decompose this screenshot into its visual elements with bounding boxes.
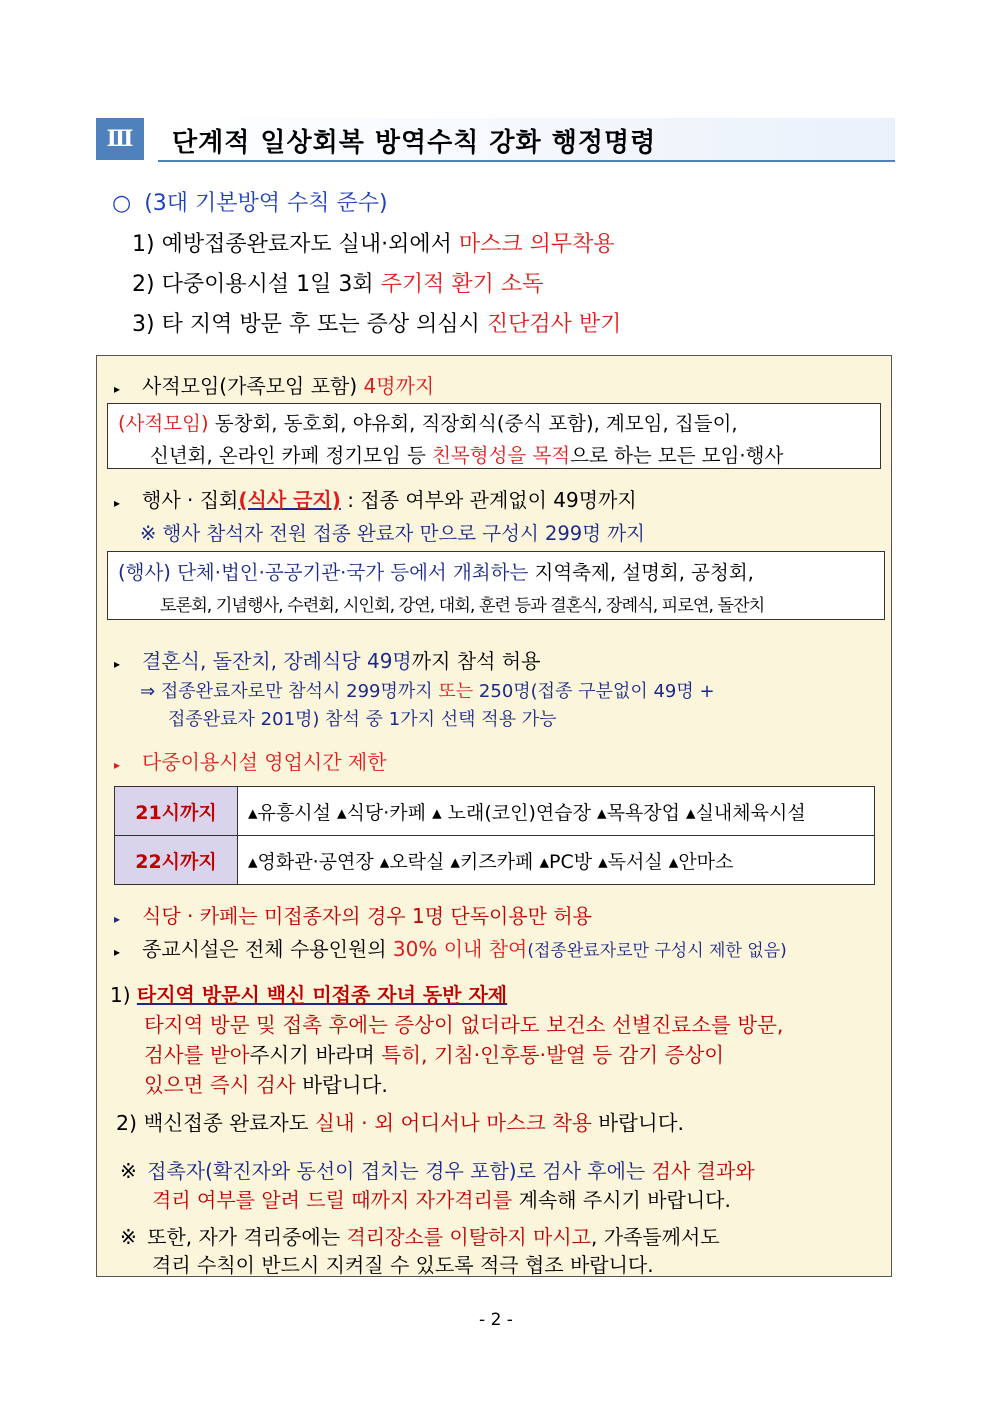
- facility: 유흥시설: [257, 801, 331, 824]
- rule-text: 예방접종완료자도 실내·외에서: [161, 232, 459, 257]
- event-detail-text: 지역축제, 설명회, 공청회,: [528, 561, 754, 584]
- event-detail-line1: [118, 557, 754, 585]
- event-note: ※ 행사 참석자 전원 접종 완료자 만으로 구성시 299명 까지: [140, 522, 645, 545]
- arrow-icon: ⇒: [140, 681, 156, 702]
- notice-number: 1): [110, 983, 131, 1007]
- wedding-rule: [114, 645, 540, 674]
- hours-facilities: [238, 836, 875, 885]
- hours-label: 22시까지: [115, 836, 238, 885]
- wedding-sub-text: 250명(접종 구분없이 49명 +: [473, 681, 715, 702]
- notice2-text: 바랍니다.: [591, 1111, 685, 1135]
- wedding-sub-highlight: 또는: [438, 681, 474, 702]
- circle-bullet-icon: ○: [112, 191, 132, 216]
- notice1-title-line: [110, 979, 507, 1008]
- section-title: 단계적 일상회복 방역수칙 강화 행정명령: [172, 128, 657, 158]
- small-triangle-icon: ▴: [450, 850, 460, 873]
- private-detail-text: 으로 하는 모든 모임·행사: [570, 444, 784, 467]
- rule-highlight: 마스크 의무착용: [458, 232, 615, 257]
- rule-item: [132, 267, 543, 298]
- hours-heading: [114, 746, 387, 775]
- note1-line2: [152, 1184, 731, 1213]
- small-triangle-icon: ▴: [686, 801, 696, 824]
- notice1-text: 주시기 바라며: [249, 1043, 382, 1067]
- religion-rule: [114, 933, 787, 962]
- small-triangle-icon: ▴: [337, 801, 347, 824]
- private-gathering-rule: [114, 370, 434, 399]
- table-row: [115, 836, 875, 885]
- note2-text: 또한, 자가 격리중에는: [147, 1225, 347, 1249]
- notice2-line: [116, 1106, 684, 1136]
- private-limit: 4명까지: [363, 374, 435, 398]
- rule-highlight: 주기적 환기 소독: [380, 272, 544, 297]
- event-detail-line2: 토론회, 기념행사, 수련회, 시인회, 강연, 대회, 훈련 등과 결혼식, 장례식, 피로연, 돌잔치: [160, 596, 765, 616]
- facility: 식당·카페: [346, 801, 427, 824]
- hours-title: 다중이용시설 영업시간 제한: [142, 750, 387, 774]
- small-triangle-icon: ▴: [668, 850, 679, 873]
- wedding-sub-line2: 접종완료자 201명) 참석 중 1가지 선택 적용 가능: [168, 709, 557, 730]
- small-triangle-icon: ▴: [598, 850, 608, 873]
- religion-lead: 종교시설은 전체 수용인원의: [142, 937, 393, 961]
- hours-table: [114, 786, 875, 885]
- page-number: - 2 -: [479, 1310, 513, 1330]
- wedding-lead: 결혼식, 돌잔치, 장례식당 49명: [142, 649, 412, 673]
- facility: 키즈카페: [459, 850, 534, 873]
- notice1-title: 타지역 방문시 백신 미접종 자녀 동반 자제: [136, 983, 508, 1007]
- small-triangle-icon: ▴: [597, 801, 607, 824]
- notice1-text: 있으면 즉시 검사: [144, 1073, 296, 1097]
- facility: 목욕장업: [606, 801, 680, 824]
- notice1-line1: 타지역 방문 및 접촉 후에는 증상이 없더라도 보건소 선별진료소를 방문,: [144, 1013, 784, 1037]
- rule-number: 1): [132, 232, 155, 257]
- wedding-sub-text: 접종완료자로만 참석시 299명까지: [160, 681, 439, 702]
- triangle-bullet-icon: ▸: [114, 912, 121, 926]
- note1-line1: [120, 1155, 755, 1184]
- notice1-text: 바랍니다.: [295, 1073, 388, 1097]
- hours-label: 21시까지: [115, 787, 238, 836]
- small-triangle-icon: ▴: [248, 850, 258, 873]
- religion-note: (접종완료자로만 구성시 제한 없음): [527, 941, 787, 961]
- wedding-sub-line1: [140, 677, 715, 703]
- event-detail-tag: (행사) 단체·법인·공공기관·국가 등에서 개최하는: [118, 561, 529, 584]
- triangle-bullet-icon: ▸: [114, 657, 121, 671]
- rule-item: [132, 227, 615, 258]
- private-detail-text: 동창회, 동호회, 야유회, 직장회식(중식 포함), 계모임, 집들이,: [208, 412, 738, 435]
- notice1-text: 특히, 기침·인후통·발열 등 감기 증상이: [381, 1043, 725, 1067]
- notice-number: 2): [116, 1111, 138, 1135]
- event-rest: : 접종 여부와 관계없이 49명까지: [340, 488, 637, 512]
- facility: 독서실: [607, 850, 663, 873]
- note1-highlight: 검사 결과와: [651, 1159, 755, 1183]
- note1-text: 계속해 주시기 바랍니다.: [512, 1188, 731, 1212]
- event-lead: 행사 · 집회: [142, 488, 239, 512]
- hours-facilities: [238, 787, 875, 836]
- triangle-bullet-icon: ▸: [114, 945, 121, 959]
- religion-highlight: 30% 이내 참여: [392, 937, 528, 961]
- rule-number: 3): [132, 312, 155, 337]
- facility: 영화관·공연장: [257, 850, 374, 873]
- private-detail-line1: [118, 408, 738, 436]
- note2-line2: 격리 수칙이 반드시 지켜질 수 있도록 적극 협조 바랍니다.: [152, 1253, 654, 1277]
- note2-line1: [120, 1221, 720, 1250]
- small-triangle-icon: ▴: [379, 850, 390, 873]
- rule-highlight: 진단검사 받기: [486, 312, 622, 337]
- private-detail-line2: [150, 440, 783, 468]
- notice1-line3: [144, 1068, 388, 1098]
- rule-text: 타 지역 방문 후 또는 증상 의심시: [161, 312, 487, 337]
- section-number-badge: Ⅲ: [96, 118, 144, 160]
- rules-heading: [112, 186, 388, 217]
- note1-text: 접촉자(확진자와 동선이 겹치는 경우 포함)로 검사 후에는: [147, 1159, 652, 1183]
- facility: 노래(코인)연습장: [441, 801, 591, 824]
- small-triangle-icon: ▴: [539, 850, 549, 873]
- notice1-text: 검사를 받아: [144, 1043, 250, 1067]
- small-triangle-icon: ▴: [248, 801, 258, 824]
- notice2-highlight: 실내 · 외 어디서나 마스크 착용: [315, 1111, 592, 1135]
- notice1-line2: [144, 1038, 724, 1068]
- rules-heading-text: (3대 기본방역 수칙 준수): [144, 191, 388, 216]
- reference-mark-icon: ※: [120, 1225, 137, 1249]
- private-detail-tag: (사적모임): [118, 412, 209, 435]
- note2-highlight: 격리장소를 이탈하지 마시고: [346, 1225, 591, 1249]
- facility: PC방: [548, 850, 593, 873]
- event-rule: [114, 484, 637, 513]
- rule-number: 2): [132, 272, 155, 297]
- small-triangle-icon: ▴: [432, 801, 442, 824]
- no-meal-label: (식사 금지): [238, 488, 341, 512]
- wedding-rest: 까지 참석 허용: [411, 649, 541, 673]
- facility: 실내체육시설: [695, 801, 806, 824]
- note1-highlight: 격리 여부를 알려 드릴 때까지 자가격리를: [152, 1188, 513, 1212]
- private-detail-highlight: 친목형성을 목적: [432, 444, 571, 467]
- facility: 오락실: [389, 850, 445, 873]
- rule-text: 다중이용시설 1일 3회: [161, 272, 381, 297]
- reference-mark-icon: ※: [120, 1159, 137, 1183]
- private-lead: 사적모임(가족모임 포함): [142, 374, 364, 398]
- triangle-bullet-icon: ▸: [114, 496, 121, 510]
- facility: 안마소: [678, 850, 734, 873]
- private-detail-text: 신년회, 온라인 카페 정기모임 등: [150, 444, 433, 467]
- notice2-text: 백신접종 완료자도: [143, 1111, 316, 1135]
- note2-text: , 가족들께서도: [591, 1225, 720, 1249]
- triangle-bullet-icon: ▸: [114, 758, 121, 772]
- cafe-rule-text: 식당 · 카페는 미접종자의 경우 1명 단독이용만 허용: [142, 904, 592, 928]
- cafe-rule: [114, 900, 592, 929]
- rule-item: [132, 307, 621, 338]
- table-row: [115, 787, 875, 836]
- triangle-bullet-icon: ▸: [114, 382, 121, 396]
